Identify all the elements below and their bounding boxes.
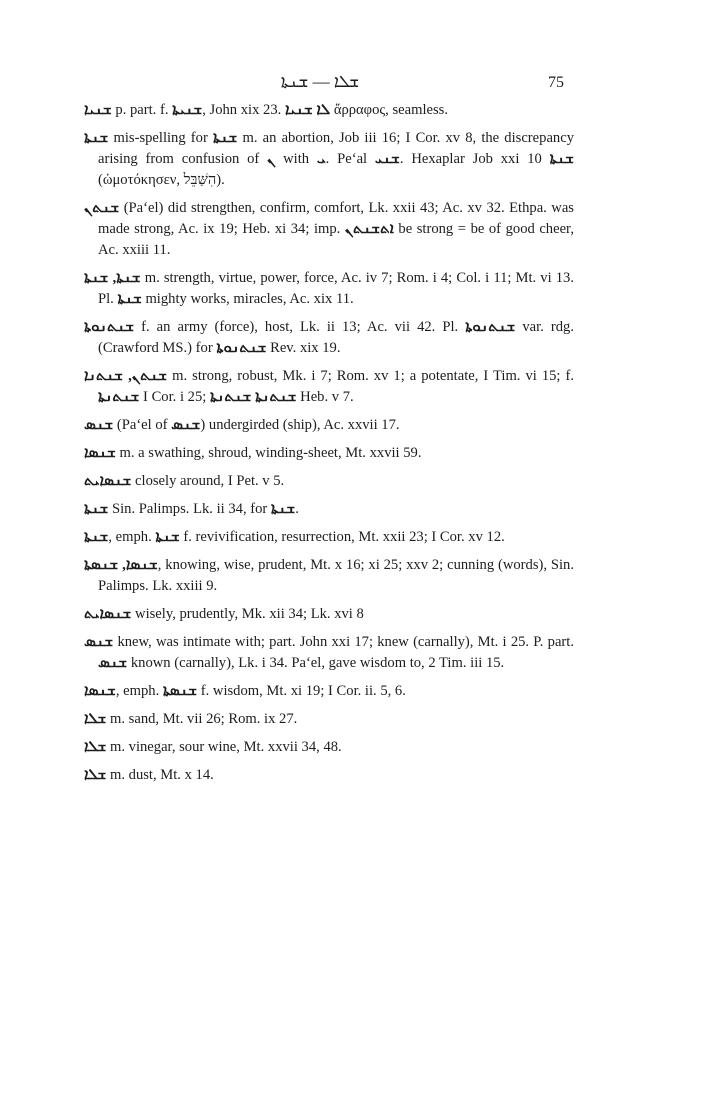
headword: ܫܢܬܐ xyxy=(84,130,109,146)
dictionary-entry: ܫܢܬܐ mis-spelling for ܫܢܬܐ m. an abortion, Job iii 16; I Cor. xv 8, the discrepancy arising from confusion of ܢ with ܝ. Pe‘al ܫܢܝ. Hexaplar Job xxi 10 ܫܢܬܐ (ὠμοτόκησεν, הִשַּׁבֵּל). xyxy=(84,130,574,188)
dictionary-entry: ܫܢܣܐ, emph. ܫܢܣܬܐ f. wisdom, Mt. xi 19; I Cor. ii. 5, 6. xyxy=(84,683,406,699)
running-head: ܫܠܐ — ܫܢܬܐ xyxy=(280,72,360,91)
headword: ܫܠܐ xyxy=(84,739,107,755)
dictionary-entry: ܫܠܐ m. sand, Mt. vii 26; Rom. ix 27. xyxy=(84,711,298,727)
dictionary-entry: ܫܢܣܐ m. a swathing, shroud, winding-sheet, Mt. xxvii 59. xyxy=(84,445,422,461)
headword: ܫܢܬܐ xyxy=(84,501,109,517)
headword: ܫܢܝܐ xyxy=(84,102,112,118)
headword: ܫܠܐ xyxy=(84,767,107,783)
dictionary-entry: ܫܠܐ m. vinegar, sour wine, Mt. xxvii 34, 48. xyxy=(84,739,342,755)
headword: ܫܢܣܐܝܬ xyxy=(84,606,132,622)
headword: ܫܢܣ xyxy=(84,634,114,650)
dictionary-entry: ܫܢܬܢܘܬܐ f. an army (force), host, Lk. ii 13; Ac. vii 42. Pl. ܫܢܬܢܘܬܐ var. rdg. (Crawford MS.) for ܫܢܬܢܘܬܐ Rev. xix 19. xyxy=(84,319,574,356)
headword: ܫܢܣܐ, ܫܢܣܬܐ xyxy=(84,557,158,573)
dictionary-entry: ܫܢܬܐ Sin. Palimps. Lk. ii 34, for ܫܢܬܐ. xyxy=(84,501,299,517)
dictionary-entry: ܫܢܬܐ, emph. ܫܢܬܐ f. revivification, resurrection, Mt. xxii 23; I Cor. xv 12. xyxy=(84,529,505,545)
headword: ܫܠܐ xyxy=(84,711,107,727)
dictionary-entry: ܫܢܬܢ (Pa‘el) did strengthen, confirm, comfort, Lk. xxii 43; Ac. xv 32. Ethpa. was made strong, Ac. ix 19; Heb. xi 34; imp. ܐܬܫܢܬܢ be strong = be of good cheer, Ac. xxiii 11. xyxy=(84,200,574,258)
dictionary-entry: ܫܢܣܐܝܬ wisely, prudently, Mk. xii 34; Lk. xvi 8 xyxy=(84,606,364,622)
headword: ܫܢܣ xyxy=(84,417,114,433)
headword: ܫܢܬܢ, ܫܢܬܢܐ xyxy=(84,368,168,384)
dictionary-entries xyxy=(84,100,574,793)
headword: ܫܢܬܢܘܬܐ xyxy=(84,319,135,335)
dictionary-entry: ܫܢܣܐ, ܫܢܣܬܐ, knowing, wise, prudent, Mt. x 16; xi 25; xxv 2; cunning (words), Sin. Palimps. Lk. xxiii 9. xyxy=(84,557,574,594)
headword: ܫܢܬܐ, ܫܢܬܐ xyxy=(84,270,141,286)
dictionary-entry: ܫܢܣ (Pa‘el of ܫܢܣ) undergirded (ship), Ac. xxvii 17. xyxy=(84,417,400,433)
page-number: 75 xyxy=(548,74,564,91)
dictionary-entry: ܫܢܬܐ, ܫܢܬܐ m. strength, virtue, power, force, Ac. iv 7; Rom. i 4; Col. i 11; Mt. vi 13. Pl. ܫܢܬܐ mighty works, miracles, Ac. xix 11. xyxy=(84,270,574,307)
page-header xyxy=(0,72,710,102)
headword: ܫܢܬܐ xyxy=(84,529,109,545)
headword: ܫܢܣܐ xyxy=(84,683,116,699)
headword: ܫܢܣܐܝܬ xyxy=(84,473,132,489)
headword: ܫܢܣܐ xyxy=(84,445,116,461)
dictionary-entry: ܫܢܝܐ p. part. f. ܫܢܝܬܐ, John xix 23. ܠܐ ܫܢܝܐ ἄρραφος, seamless. xyxy=(84,102,448,118)
dictionary-entry: ܫܢܣܐܝܬ closely around, I Pet. v 5. xyxy=(84,473,285,489)
dictionary-entry: ܫܢܣ knew, was intimate with; part. John xxi 17; knew (carnally), Mt. i 25. P. part. ܫܢܣ known (carnally), Lk. i 34. Pa‘el, gave wisdom to, 2 Tim. iii 15. xyxy=(84,634,574,671)
headword: ܫܢܬܢ xyxy=(84,200,120,216)
dictionary-entry: ܫܠܐ m. dust, Mt. x 14. xyxy=(84,767,214,783)
dictionary-entry: ܫܢܬܢ, ܫܢܬܢܐ m. strong, robust, Mk. i 7; Rom. xv 1; a potentate, I Tim. vi 15; f. ܫܢܬܢܬܐ I Cor. i 25; ܫܢܬܢܬܐ ܫܢܬܢܬܐ Heb. v 7. xyxy=(84,368,574,405)
